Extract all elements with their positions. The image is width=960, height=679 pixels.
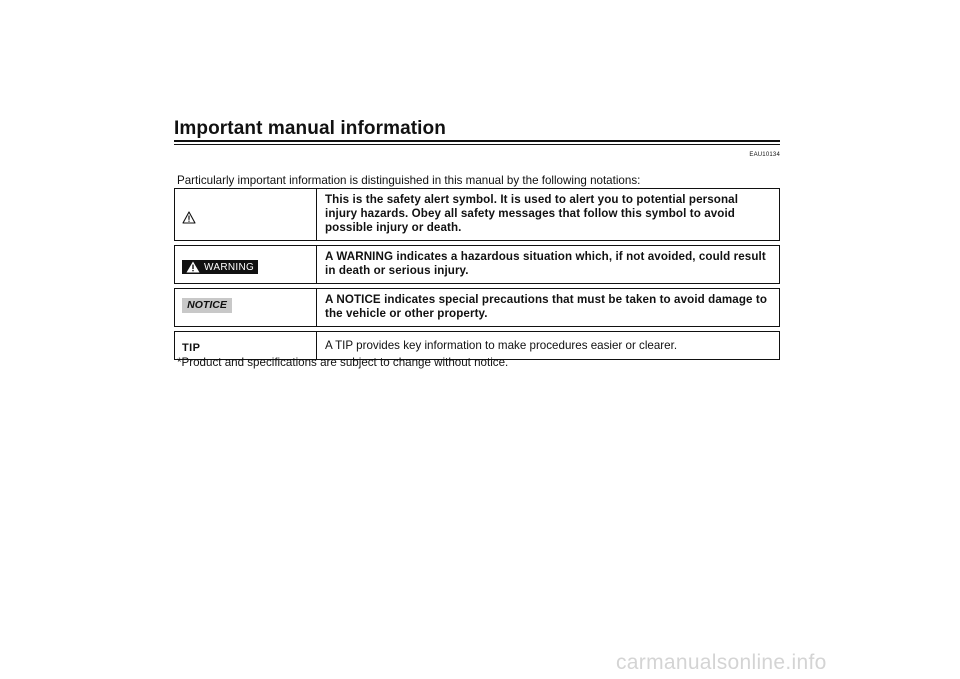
- warning-triangle-icon: [186, 261, 200, 273]
- notation-symbol-cell: [175, 189, 316, 240]
- notation-symbol-cell: [175, 246, 316, 283]
- safety-alert-icon: [182, 211, 196, 224]
- watermark: carmanualsonline.info: [616, 651, 827, 674]
- notation-row-safety-alert: [174, 188, 780, 241]
- notation-table: [174, 188, 780, 364]
- notation-description: A WARNING indicates a hazardous situation which, if not avoided, could result in death or serious injury.: [316, 246, 779, 283]
- notation-row-warning: [174, 245, 780, 284]
- notation-description: A NOTICE indicates special precautions that must be taken to avoid damage to the vehicle or other property.: [316, 289, 779, 326]
- notation-description: A TIP provides key information to make procedures easier or clearer.: [316, 332, 779, 359]
- document-code: EAU10134: [749, 152, 780, 158]
- tip-label: TIP: [182, 342, 201, 354]
- notice-badge: NOTICE: [182, 298, 232, 313]
- page-title: Important manual information: [174, 118, 446, 139]
- title-rule-secondary: [174, 144, 780, 145]
- warning-badge: [182, 260, 258, 274]
- notation-symbol-cell: [175, 289, 316, 326]
- notation-description: This is the safety alert symbol. It is used to alert you to potential personal injury hazards. Obey all safety messages that follow this symbol to avoid possible injury or death.: [316, 189, 779, 240]
- notation-symbol-cell: [175, 332, 316, 359]
- title-rule: [174, 140, 780, 142]
- intro-text: Particularly important information is distinguished in this manual by the following notations:: [177, 174, 641, 187]
- notation-row-notice: [174, 288, 780, 327]
- footnote: *Product and specifications are subject to change without notice.: [177, 356, 509, 369]
- warning-label: WARNING: [204, 261, 255, 273]
